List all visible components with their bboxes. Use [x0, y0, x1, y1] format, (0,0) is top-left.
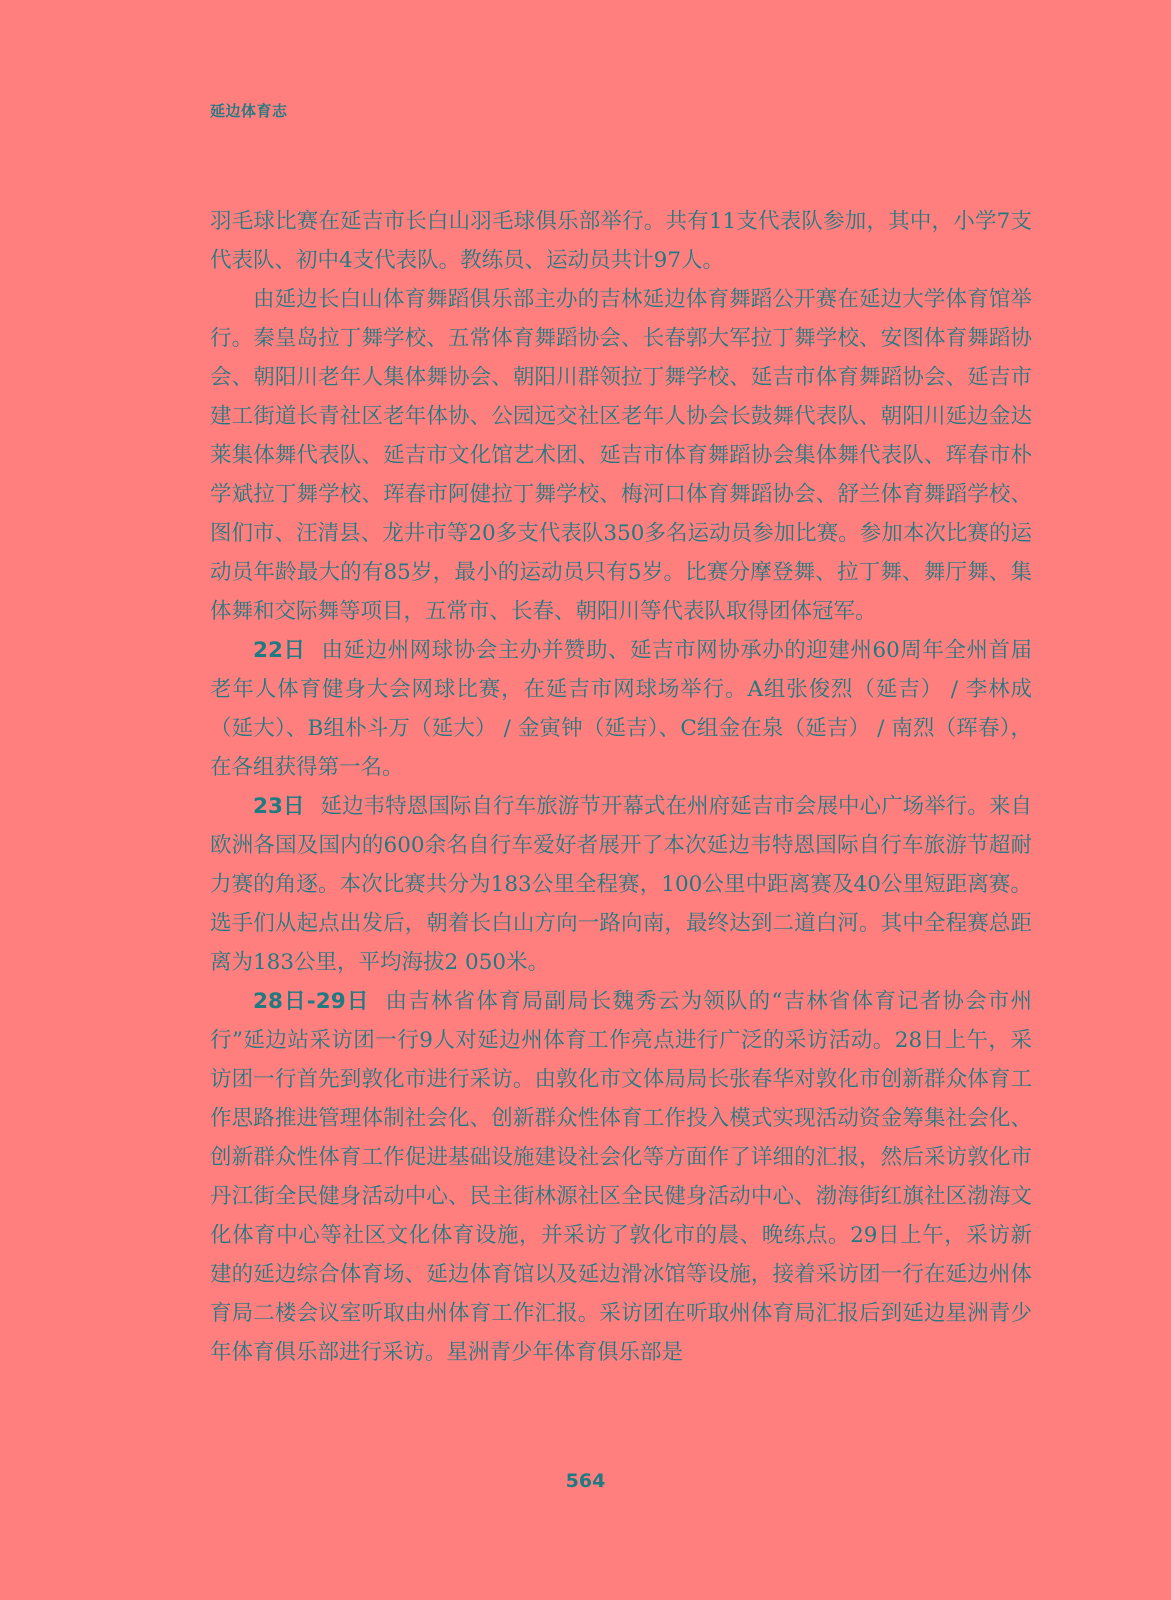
- paragraph-entry-22: [210, 631, 1032, 787]
- paragraph-entry-28-29: [210, 982, 1032, 1372]
- paragraph-text: 由延边长白山体育舞蹈俱乐部主办的吉林延边体育舞蹈公开赛在延边大学体育馆举行。秦皇岛拉丁舞学校、五常体育舞蹈协会、长春郭大军拉丁舞学校、安图体育舞蹈协会、朝阳川老年人集体舞协会、朝阳川群领拉丁舞学校、延吉市体育舞蹈协会、延吉市建工街道长青社区老年体协、公园远交社区老年人协会长鼓舞代表队、朝阳川延边金达莱集体舞代表队、延吉市文化馆艺术团、延吉市体育舞蹈协会集体舞代表队、珲春市朴学斌拉丁舞学校、珲春市阿健拉丁舞学校、梅河口体育舞蹈协会、舒兰体育舞蹈学校、图们市、汪清县、龙井市等20多支代表队350多名运动员参加比赛。参加本次比赛的运动员年龄最大的有85岁，最小的运动员只有5岁。比赛分摩登舞、拉丁舞、舞厅舞、集体舞和交际舞等项目，五常市、长春、朝阳川等代表队取得团体冠军。: [210, 287, 1032, 624]
- paragraph-text: 延边韦特恩国际自行车旅游节开幕式在州府延吉市会展中心广场举行。来自欧洲各国及国内的600余名自行车爱好者展开了本次延边韦特恩国际自行车旅游节超耐力赛的角逐。本次比赛共分为183公里全程赛，100公里中距离赛及40公里短距离赛。选手们从起点出发后，朝着长白山方向一路向南，最终达到二道白河。其中全程赛总距离为183公里，平均海拔2 050米。: [210, 794, 1032, 975]
- paragraph-dance-open: [210, 280, 1032, 631]
- running-header: 延边体育志: [210, 102, 288, 120]
- paragraph-text: 羽毛球比赛在延吉市长白山羽毛球俱乐部举行。共有11支代表队参加，其中，小学7支代表队、初中4支代表队。教练员、运动员共计97人。: [210, 209, 1032, 273]
- entry-date: 23日: [253, 794, 305, 819]
- paragraph-text: 由吉林省体育局副局长魏秀云为领队的“吉林省体育记者协会市州行”延边站采访团一行9人对延边州体育工作亮点进行广泛的采访活动。28日上午，采访团一行首先到敦化市进行采访。由敦化市文体局局长张春华对敦化市创新群众体育工作思路推进管理体制社会化、创新群众性体育工作投入模式实现活动资金筹集社会化、创新群众性体育工作促进基础设施建设社会化等方面作了详细的汇报，然后采访敦化市丹江街全民健身活动中心、民主街林源社区全民健身活动中心、渤海街红旗社区渤海文化体育中心等社区文化体育设施，并采访了敦化市的晨、晚练点。29日上午，采访新建的延边综合体育场、延边体育馆以及延边滑冰馆等设施，接着采访团一行在延边州体育局二楼会议室听取由州体育工作汇报。采访团在听取州体育局汇报后到延边星洲青少年体育俱乐部进行采访。星洲青少年体育俱乐部是: [210, 989, 1032, 1365]
- paragraph-continuation: [210, 202, 1032, 280]
- page-number: 564: [565, 1470, 606, 1492]
- entry-date: 28日-29日: [253, 989, 370, 1014]
- entry-date: 22日: [253, 638, 306, 663]
- paragraph-entry-23: [210, 787, 1032, 982]
- paragraph-text: 由延边州网球协会主办并赞助、延吉市网协承办的迎建州60周年全州首届老年人体育健身大会网球比赛，在延吉市网球场举行。A组张俊烈（延吉） / 李林成（延大）、B组朴斗万（延大） / 金寅钟（延吉）、C组金在泉（延吉） / 南烈（珲春），在各组获得第一名。: [210, 638, 1032, 780]
- body-text: [210, 202, 1032, 1372]
